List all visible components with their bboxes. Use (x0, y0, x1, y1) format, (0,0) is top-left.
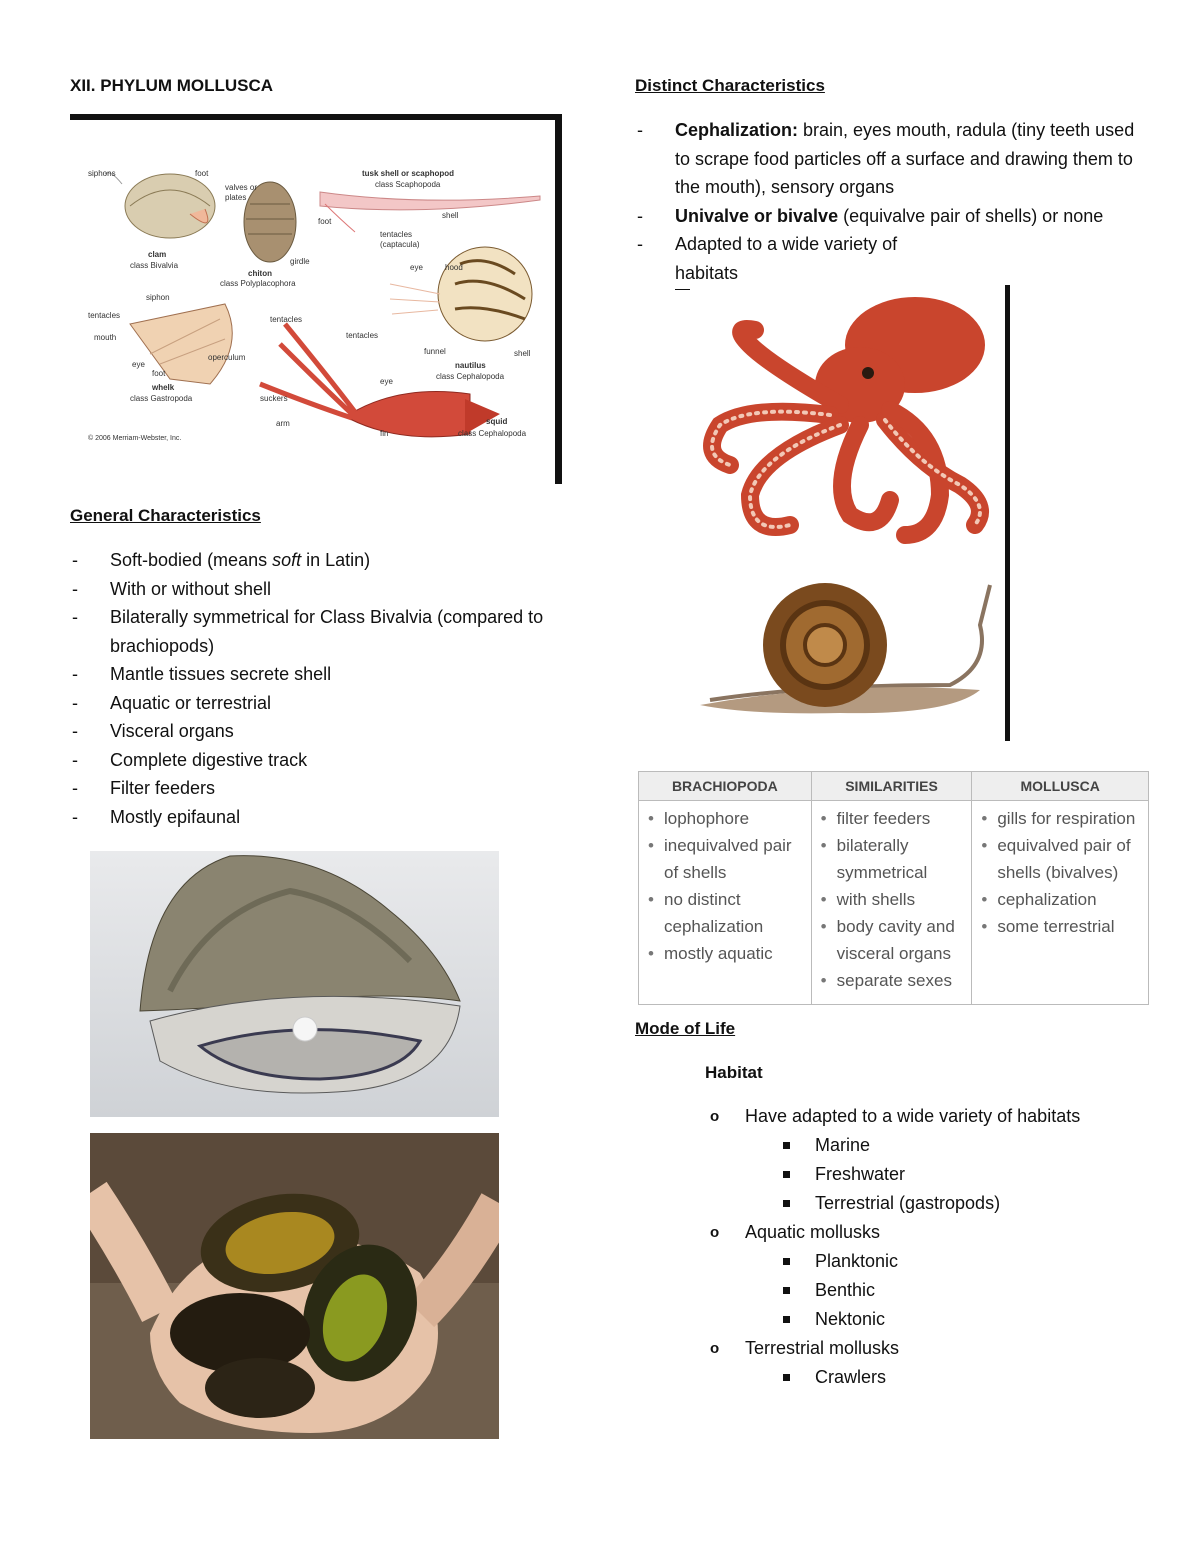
general-characteristics-heading: General Characteristics (70, 506, 261, 525)
outline-subitem: Freshwater (705, 1160, 1165, 1189)
outline-item: o Aquatic mollusks (705, 1218, 1165, 1247)
diagram-label: arm (276, 419, 290, 428)
diagram-label: eye (380, 377, 393, 386)
outline-subitem: Benthic (705, 1276, 1165, 1305)
square-bullet-icon (783, 1374, 790, 1381)
list-item: - Mantle tissues secrete shell (70, 660, 570, 689)
diagram-label: shell (514, 349, 531, 358)
diagram-label: mouth (94, 333, 117, 342)
list-item: • mostly aquatic (647, 940, 807, 967)
diagram-label: operculum (208, 353, 246, 362)
diagram-label: class Gastropoda (130, 394, 193, 403)
diagram-label: chiton (248, 269, 272, 278)
list-item: • some terrestrial (980, 913, 1144, 940)
diagram-label: whelk (152, 383, 175, 392)
list-item: • gills for respiration (980, 805, 1144, 832)
diagram-label: class Cephalopoda (458, 429, 527, 438)
list-item: • equivalved pair of shells (bivalves) (980, 832, 1144, 886)
diagram-label: tusk shell or scaphopod (362, 169, 455, 178)
diagram-label: tentacles (88, 311, 121, 320)
outline-item: o Have adapted to a wide variety of habitats (705, 1102, 1165, 1131)
square-bullet-icon (783, 1200, 790, 1207)
square-bullet-icon (783, 1142, 790, 1149)
mollusca-column (972, 801, 1149, 1005)
diagram-label: squid (486, 417, 508, 426)
outline-marker: o (710, 1340, 720, 1357)
list-item: • filter feeders (820, 805, 968, 832)
diagram-label: foot (195, 169, 209, 178)
mollusk-classes-diagram (70, 114, 562, 484)
outline-subitem: Crawlers (705, 1363, 1165, 1392)
list-item: - Visceral organs (70, 717, 570, 746)
diagram-label: fin (380, 429, 389, 438)
octopus-snail-photo (690, 285, 1012, 741)
outline-subitem: Planktonic (705, 1247, 1165, 1276)
list-item: • separate sexes (820, 967, 968, 994)
square-bullet-icon (783, 1287, 790, 1294)
diagram-label: tentacles (380, 230, 413, 239)
square-bullet-icon (783, 1171, 790, 1178)
diagram-label: girdle (290, 257, 310, 266)
page-title: XII. PHYLUM MOLLUSCA (70, 76, 274, 95)
list-item: • no distinct cephalization (647, 886, 807, 940)
list-item: • body cavity and visceral organs (820, 913, 968, 967)
mussels-hands-photo (90, 1133, 499, 1439)
list-item: - With or without shell (70, 575, 570, 604)
diagram-label: class Polyplacophora (220, 279, 296, 288)
habitat-heading: Habitat (705, 1063, 763, 1082)
diagram-label: clam (148, 250, 167, 259)
table-header-brachiopoda: BRACHIOPODA (639, 772, 812, 801)
square-bullet-icon (783, 1258, 790, 1265)
diagram-label: plates (225, 193, 247, 202)
list-item: • inequivalved pair of shells (647, 832, 807, 886)
diagram-label: suckers (260, 394, 288, 403)
mode-of-life-heading: Mode of Life (635, 1019, 736, 1038)
diagram-label: nautilus (455, 361, 486, 370)
list-item: • with shells (820, 886, 968, 913)
list-item: - Aquatic or terrestrial (70, 689, 570, 718)
list-item: • cephalization (980, 886, 1144, 913)
diagram-label: foot (318, 217, 332, 226)
distinct-characteristics-heading: Distinct Characteristics (635, 76, 825, 95)
diagram-label: tentacles (270, 315, 303, 324)
outline-item: o Terrestrial mollusks (705, 1334, 1165, 1363)
diagram-label: shell (442, 211, 459, 220)
general-characteristics-list (70, 546, 570, 831)
diagram-label: eye (132, 360, 145, 369)
diagram-label: class Scaphopoda (375, 180, 441, 189)
list-item: - Univalve or bivalve (equivalve pair of shells) or none (635, 202, 1135, 231)
table-header-mollusca: MOLLUSCA (972, 772, 1149, 801)
list-item: • bilaterally symmetrical (820, 832, 968, 886)
list-item: - Complete digestive track (70, 746, 570, 775)
diagram-label: foot (152, 369, 166, 378)
diagram-label: siphon (146, 293, 170, 302)
list-item: - Cephalization: brain, eyes mouth, radula (tiny teeth used to scrape food particles off a surface and drawing them to the mouth), sensory organs (635, 116, 1135, 202)
diagram-label: (captacula) (380, 240, 420, 249)
diagram-label: class Bivalvia (130, 261, 179, 270)
similarities-column (811, 801, 972, 1005)
oyster-pearl-photo (90, 851, 499, 1117)
table-header-similarities: SIMILARITIES (811, 772, 972, 801)
diagram-label: siphons (88, 169, 116, 178)
outline-marker: o (710, 1224, 720, 1241)
outline-marker: o (710, 1108, 720, 1125)
list-item: • lophophore (647, 805, 807, 832)
list-item: - Mostly epifaunal (70, 803, 570, 832)
outline-subitem: Marine (705, 1131, 1165, 1160)
list-item: - Bilaterally symmetrical for Class Bivalvia (compared to brachiopods) (70, 603, 570, 660)
outline-subitem: Terrestrial (gastropods) (705, 1189, 1165, 1218)
diagram-label: funnel (424, 347, 446, 356)
mode-of-life-outline (705, 1102, 1165, 1392)
diagram-copyright: © 2006 Merriam-Webster, Inc. (88, 435, 182, 442)
diagram-label: class Cephalopoda (436, 372, 505, 381)
diagram-label: hood (445, 263, 463, 272)
outline-subitem: Nektonic (705, 1305, 1165, 1334)
list-item: - Filter feeders (70, 774, 570, 803)
distinct-characteristics-list (635, 116, 1135, 290)
diagram-label: valves or (225, 183, 258, 192)
list-item: - Adapted to a wide variety of habitats (635, 230, 1135, 290)
square-bullet-icon (783, 1316, 790, 1323)
diagram-label: tentacles (346, 331, 379, 340)
diagram-label: eye (410, 263, 423, 272)
brachiopoda-column (639, 801, 812, 1005)
list-item: - Soft-bodied (means soft in Latin) (70, 546, 570, 575)
comparison-table (638, 771, 1149, 1005)
